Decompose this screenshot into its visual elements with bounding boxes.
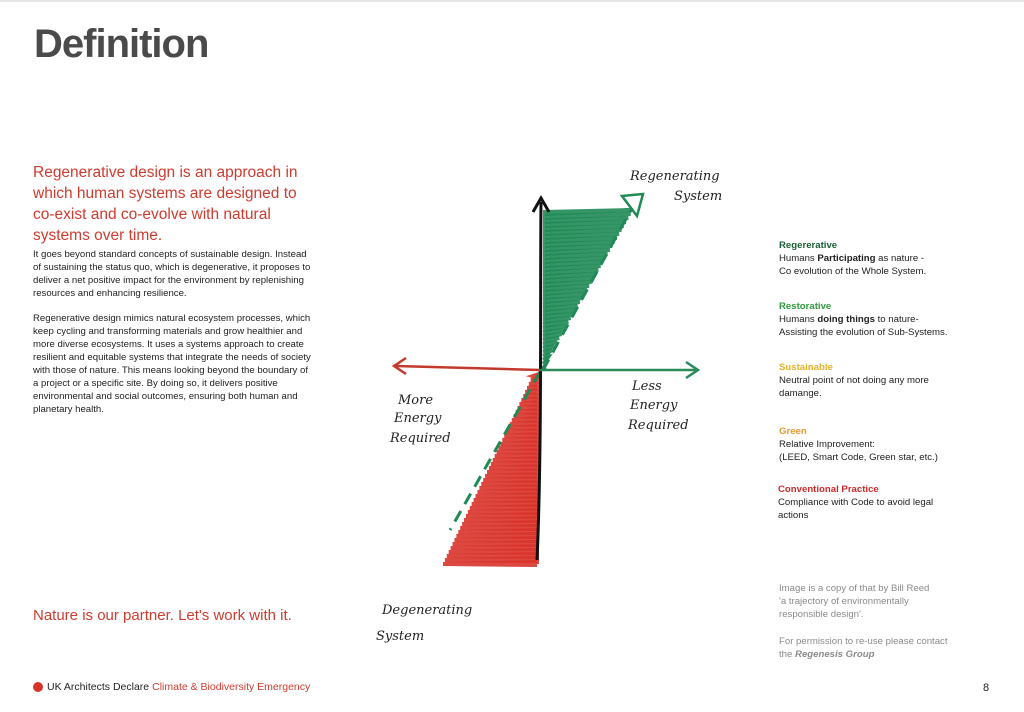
- legend-conventional-line1: Compliance with Code to avoid legal: [778, 497, 934, 508]
- intro-body: [33, 248, 315, 428]
- red-scribble-stroke: [443, 562, 539, 565]
- legend-conventional-title: Conventional Practice: [778, 484, 879, 495]
- label-system-bottom: System: [376, 629, 425, 644]
- footer-accent-text: Climate & Biodiversity Emergency: [152, 681, 311, 693]
- footer: [33, 681, 310, 693]
- footer-text: UK Architects Declare: [47, 681, 150, 693]
- legend-text: Humans: [779, 314, 818, 325]
- page-number: 8: [983, 682, 990, 694]
- legend-regenerative: [779, 239, 994, 278]
- label-energy-right: Energy: [630, 398, 678, 413]
- legend-sustainable-title: Sustainable: [779, 362, 833, 373]
- legend-regenerative-title: Regererative: [779, 240, 838, 251]
- legend-sustainable: [779, 361, 994, 400]
- legend-text: Humans: [779, 253, 818, 264]
- label-less: Less: [632, 379, 662, 394]
- credit-line: responsible design'.: [779, 609, 864, 620]
- label-system-top: System: [674, 189, 723, 204]
- page-title: Definition: [34, 22, 209, 66]
- red-dot-icon: [33, 682, 43, 692]
- legend-conventional-line2: actions: [778, 510, 809, 521]
- trajectory-diagram: [360, 150, 750, 660]
- legend-restorative-line1: [779, 313, 994, 326]
- intro-paragraph-1: It goes beyond standard concepts of sustainable design. Instead of sustaining the status quo, which is degenerative, it proposes to deliver a net positive impact for the environment by replenishing resources and enhancing resilience.: [33, 249, 311, 299]
- legend-emphasis: doing things: [817, 314, 875, 325]
- legend-green-line2: (LEED, Smart Code, Green star, etc.): [779, 452, 938, 463]
- legend-green-line1: Relative Improvement:: [779, 439, 875, 450]
- intro-paragraph-2: Regenerative design mimics natural ecosystem processes, which keep cycling and transforming materials and grow healthier and more diverse ecosystems. It uses a systems approach to create resilient and equitable systems that integrate the needs of society with those of nature. This means looking beyond the boundary of a project or a specific site. By doing so, it delivers positive environmental and social outcomes, ensuring both human and planetary health.: [33, 313, 311, 415]
- credit-group-name: Regenesis Group: [795, 649, 875, 660]
- label-more: More: [398, 393, 434, 408]
- legend-conventional: [778, 483, 993, 522]
- legend-restorative-line2: Assisting the evolution of Sub-Systems.: [779, 327, 948, 338]
- credit-line: Image is a copy of that by Bill Reed: [779, 583, 930, 594]
- tagline: Nature is our partner. Let's work with it.: [33, 607, 292, 624]
- legend-green-title: Green: [779, 426, 807, 437]
- top-divider: [0, 0, 1024, 2]
- legend-regenerative-line2: Co evolution of the Whole System.: [779, 266, 927, 277]
- legend-restorative: [779, 300, 994, 339]
- legend-emphasis: Participating: [817, 253, 876, 264]
- label-required-right: Required: [628, 418, 689, 433]
- credit-line: For permission to re-use please contact: [779, 636, 948, 647]
- label-required-left: Required: [390, 431, 451, 446]
- legend-restorative-title: Restorative: [779, 301, 832, 312]
- image-credit: [779, 582, 989, 675]
- credit-source: [779, 582, 989, 621]
- legend-sustainable-line2: damange.: [779, 388, 822, 399]
- label-energy-left: Energy: [394, 411, 442, 426]
- red-scribble: [443, 374, 539, 565]
- label-degenerating: Degenerating: [382, 603, 473, 618]
- intro-lead: Regenerative design is an approach in which human systems are designed to co-exist and co-evolve with natural systems over time.: [33, 164, 298, 244]
- left-axis-arrow: [396, 366, 540, 370]
- legend-sustainable-line1: Neutral point of not doing any more: [779, 375, 929, 386]
- label-regenerating: Regenerating: [630, 169, 720, 184]
- legend-text: to nature-: [874, 314, 919, 325]
- legend-regenerative-line1: [779, 252, 994, 265]
- credit-line: 'a trajectory of environmentally: [779, 596, 909, 607]
- legend-text: as nature -: [875, 253, 925, 264]
- credit-line: the: [779, 649, 796, 660]
- legend-green: [779, 425, 994, 464]
- credit-permission: [779, 635, 989, 661]
